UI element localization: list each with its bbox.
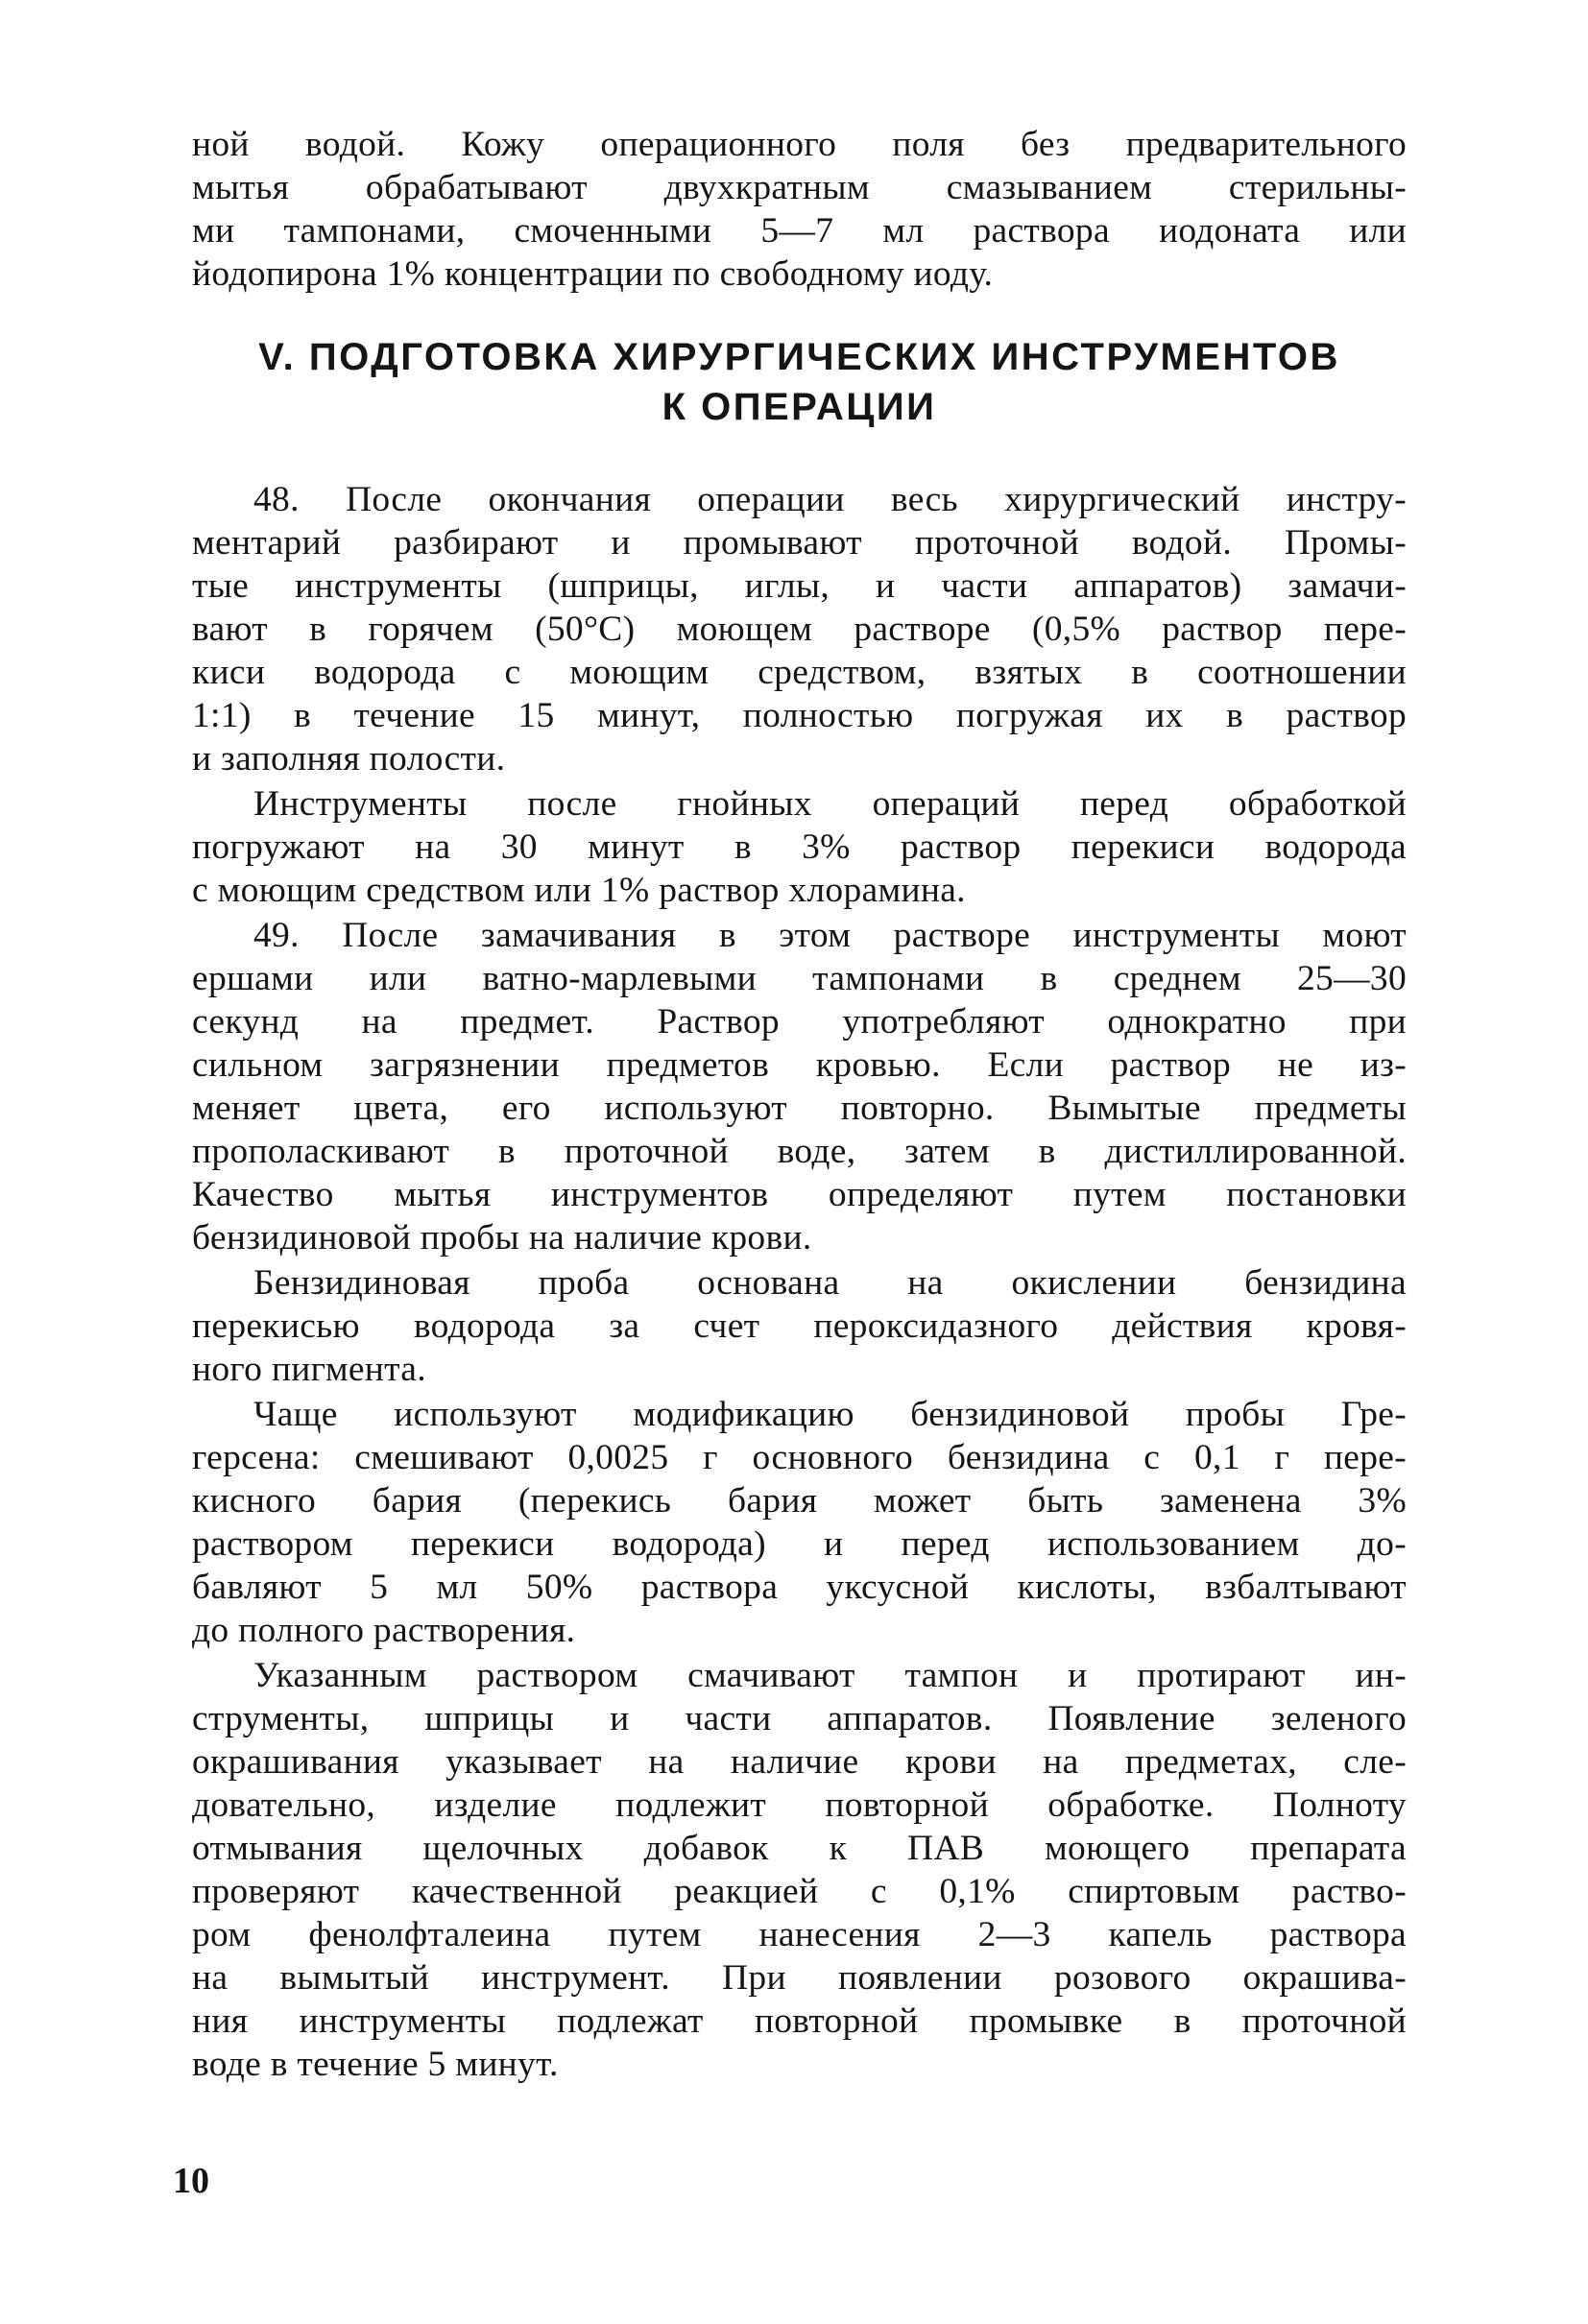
text-line: ния инструменты подлежат повторной промывке в проточной bbox=[192, 2001, 1407, 2041]
text-line: мытья обрабатывают двухкратным смазыванием стерильны- bbox=[192, 168, 1407, 207]
text-line: воде в течение 5 минут. bbox=[192, 2045, 559, 2084]
text-line: струменты, шприцы и части аппаратов. Появление зеленого bbox=[192, 1699, 1407, 1738]
text-line: ми тампонами, смоченными 5—7 мл раствора иодоната или bbox=[192, 211, 1407, 251]
text-line: отмывания щелочных добавок к ПАВ моющего препарата bbox=[192, 1829, 1407, 1868]
text-line: 48. После окончания операции весь хирургический инстру- bbox=[253, 480, 1407, 519]
text-line: киси водорода с моющим средством, взятых в соотношении bbox=[192, 653, 1407, 692]
paragraph-benzidine-basis bbox=[192, 1261, 1407, 1391]
text-line: окрашивания указывает на наличие крови на предметах, сле- bbox=[192, 1742, 1407, 1782]
text-line: ершами или ватно-марлевыми тампонами в среднем 25—30 bbox=[192, 959, 1407, 998]
text-line: ментарий разбирают и промывают проточной водой. Промы- bbox=[192, 523, 1407, 563]
text-line: Качество мытья инструментов определяют путем постановки bbox=[192, 1175, 1407, 1214]
page-body bbox=[192, 123, 1407, 2088]
text-line: секунд на предмет. Раствор употребляют однократно при bbox=[192, 1002, 1407, 1042]
text-line: перекисью водорода за счет пероксидазного действия кровя- bbox=[192, 1306, 1407, 1346]
text-line: раствором перекиси водорода) и перед использованием до- bbox=[192, 1524, 1407, 1564]
text-line: до полного растворения. bbox=[192, 1611, 576, 1650]
paragraph-49 bbox=[192, 914, 1407, 1259]
text-line: бавляют 5 мл 50% раствора уксусной кислоты, взбалтывают bbox=[192, 1568, 1407, 1607]
text-line: кисного бария (перекись бария может быть заменена 3% bbox=[192, 1481, 1407, 1521]
paragraph-purulent bbox=[192, 782, 1407, 912]
text-line: ром фенолфталеина путем нанесения 2—3 капель раствора bbox=[192, 1915, 1407, 1954]
text-line: погружают на 30 минут в 3% раствор перекиси водорода bbox=[192, 827, 1407, 867]
text-line: ной водой. Кожу операционного поля без предварительного bbox=[192, 125, 1407, 164]
paragraph-test-procedure bbox=[192, 1654, 1407, 2086]
text-line: довательно, изделие подлежит повторной обработке. Полноту bbox=[192, 1785, 1407, 1825]
section-heading-line: V. ПОДГОТОВКА ХИРУРГИЧЕСКИХ ИНСТРУМЕНТОВ bbox=[258, 336, 1340, 378]
intro-paragraph bbox=[192, 123, 1407, 296]
page-number: 10 bbox=[173, 2161, 209, 2201]
text-line: Чаще используют модификацию бензидиновой пробы Гре- bbox=[253, 1395, 1407, 1434]
text-line: прополаскивают в проточной воде, затем в дистиллированной. bbox=[192, 1132, 1407, 1171]
text-line: меняет цвета, его используют повторно. Вымытые предметы bbox=[192, 1089, 1407, 1128]
section-heading bbox=[192, 332, 1407, 432]
paragraph-gregersen bbox=[192, 1393, 1407, 1652]
text-line: Указанным раствором смачивают тампон и протирают ин- bbox=[253, 1656, 1407, 1695]
text-line: проверяют качественной реакцией с 0,1% спиртовым раство- bbox=[192, 1872, 1407, 1911]
paragraph-48 bbox=[192, 478, 1407, 780]
section-heading-line: К ОПЕРАЦИИ bbox=[662, 386, 937, 428]
text-line: с моющим средством или 1% раствор хлорамина. bbox=[192, 871, 966, 910]
text-line: Инструменты после гнойных операций перед обработкой bbox=[253, 784, 1407, 824]
text-line: герсена: смешивают 0,0025 г основного бензидина с 0,1 г пере- bbox=[192, 1438, 1407, 1477]
text-line: 1:1) в течение 15 минут, полностью погружая их в раствор bbox=[192, 696, 1407, 735]
text-line: ного пигмента. bbox=[192, 1350, 426, 1389]
text-line: йодопирона 1% концентрации по свободному иоду. bbox=[192, 254, 994, 294]
text-line: Бензидиновая проба основана на окислении бензидина bbox=[253, 1263, 1407, 1303]
text-line: 49. После замачивания в этом растворе инструменты моют bbox=[253, 916, 1407, 955]
text-line: и заполняя полости. bbox=[192, 739, 506, 779]
text-line: на вымытый инструмент. При появлении розового окрашива- bbox=[192, 1958, 1407, 1998]
text-line: тые инструменты (шприцы, иглы, и части аппаратов) замачи- bbox=[192, 566, 1407, 606]
text-line: вают в горячем (50°С) моющем растворе (0,5% раствор пере- bbox=[192, 610, 1407, 649]
text-line: сильном загрязнении предметов кровью. Если раствор не из- bbox=[192, 1045, 1407, 1085]
text-line: бензидиновой пробы на наличие крови. bbox=[192, 1218, 812, 1258]
